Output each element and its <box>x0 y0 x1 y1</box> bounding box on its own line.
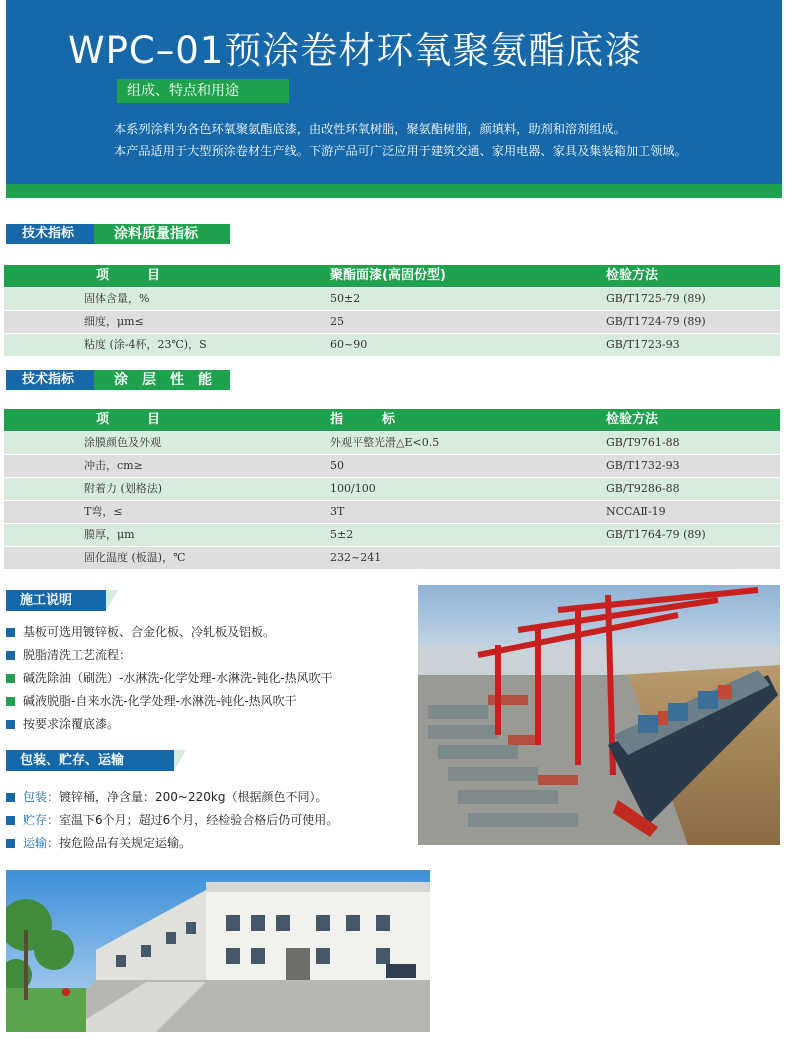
cell-method: GB/T1725-79 (89) <box>606 292 706 305</box>
table-row <box>4 477 780 500</box>
packaging-header <box>6 750 174 771</box>
table-row <box>4 454 780 477</box>
list-item-label: 运输： <box>23 836 60 850</box>
cell-value: 外观平整光滑△E<0.5 <box>330 436 440 449</box>
table-row <box>4 523 780 546</box>
col-item: 项 目 <box>96 412 165 427</box>
section-label-quality: 涂料质量指标 <box>94 224 230 244</box>
coating-table <box>4 409 780 569</box>
col-value: 指 标 <box>330 412 396 427</box>
section-label-coating: 涂 层 性 能 <box>94 370 230 390</box>
cell-item: 固体含量，% <box>84 292 150 305</box>
section-label-tech: 技术指标 <box>6 370 94 390</box>
col-method: 检验方法 <box>606 412 659 427</box>
bullet-icon <box>6 793 15 802</box>
subtitle-bar: 组成、特点和用途 <box>117 79 289 103</box>
header-banner <box>6 0 782 198</box>
list-item-text: 碱洗除油（刷洗）-水淋洗-化学处理-水淋洗-钝化-热风吹干 <box>23 671 333 685</box>
cell-item: 冲击，cm≥ <box>84 459 143 472</box>
cell-method: GB/T9761-88 <box>606 436 680 449</box>
intro-text <box>114 118 687 162</box>
cell-method: GB/T1764-79 (89) <box>606 528 706 541</box>
cell-method: GB/T1723-93 <box>606 338 680 351</box>
cell-item: T弯，≤ <box>84 505 123 518</box>
list-item-text: 镀锌桶，净含量：200~220kg（根据颜色不同）。 <box>59 790 328 804</box>
cell-method: GB/T1724-79 (89) <box>606 315 706 328</box>
table-header <box>4 409 780 431</box>
table-row <box>4 431 780 454</box>
list-item <box>6 713 333 736</box>
list-item <box>6 621 333 644</box>
section-header-coating <box>6 370 230 390</box>
cell-item: 附着力 (划格法) <box>84 482 163 495</box>
bullet-icon <box>6 674 15 683</box>
cell-value: 50±2 <box>330 292 361 305</box>
list-item <box>6 832 338 855</box>
factory-photo <box>6 870 430 1032</box>
port-photo <box>418 585 780 845</box>
col-value: 聚酯面漆(高固份型) <box>330 268 446 283</box>
packaging-list <box>6 786 338 855</box>
cell-method: NCCAⅡ-19 <box>606 505 666 518</box>
list-item <box>6 786 338 809</box>
list-item-text: 室温下6个月；超过6个月，经检验合格后仍可使用。 <box>59 813 339 827</box>
application-title: 施工说明 <box>20 593 73 608</box>
cell-item: 细度，μm≤ <box>84 315 144 328</box>
header-tail <box>174 750 186 771</box>
bullet-icon <box>6 697 15 706</box>
list-item <box>6 667 333 690</box>
factory-illustration <box>6 870 430 1032</box>
list-item-text: 按要求涂覆底漆。 <box>23 717 120 731</box>
list-item-text: 脱脂清洗工艺流程： <box>23 648 132 662</box>
cell-value: 100/100 <box>330 482 376 495</box>
section-label-tech: 技术指标 <box>6 224 94 244</box>
list-item <box>6 644 333 667</box>
cell-item: 固化温度 (板温)，℃ <box>84 551 186 564</box>
intro-line-2: 本产品适用于大型预涂卷材生产线。下游产品可广泛应用于建筑交通、家用电器、家具及集装箱加工领域。 <box>114 144 687 158</box>
application-header <box>6 590 106 611</box>
table-row <box>4 287 780 310</box>
bullet-icon <box>6 839 15 848</box>
bullet-icon <box>6 816 15 825</box>
header-tail <box>106 590 118 611</box>
list-item-label: 贮存： <box>23 813 60 827</box>
cell-value: 232~241 <box>330 551 382 564</box>
list-item-label: 包装： <box>23 790 60 804</box>
section-header-quality <box>6 224 230 244</box>
page-title: WPC–01预涂卷材环氧聚氨酯底漆 <box>68 29 643 72</box>
cell-value: 25 <box>330 315 344 328</box>
cell-value: 60~90 <box>330 338 368 351</box>
table-row <box>4 546 780 569</box>
cell-item: 涂膜颜色及外观 <box>84 436 161 449</box>
col-method: 检验方法 <box>606 268 659 283</box>
list-item-text: 基板可选用镀锌板、合金化板、冷轧板及铝板。 <box>23 625 276 639</box>
intro-line-1: 本系列涂料为各色环氧聚氨酯底漆，由改性环氧树脂，聚氨酯树脂，颜填料，助剂和溶剂组成。 <box>114 122 626 136</box>
list-item <box>6 690 333 713</box>
bullet-icon <box>6 651 15 660</box>
cell-method: GB/T9286-88 <box>606 482 680 495</box>
table-row <box>4 333 780 356</box>
cell-value: 50 <box>330 459 344 472</box>
application-list <box>6 621 333 736</box>
cell-value: 5±2 <box>330 528 354 541</box>
col-item: 项 目 <box>96 268 165 283</box>
cell-method: GB/T1732-93 <box>606 459 680 472</box>
table-header <box>4 265 780 287</box>
list-item-text: 碱液脱脂-自来水洗-化学处理-水淋洗-钝化-热风吹干 <box>23 694 297 708</box>
list-item <box>6 809 338 832</box>
header-green-strip <box>6 184 782 198</box>
list-item-text: 按危险品有关规定运输。 <box>59 836 192 850</box>
cell-item: 粘度 (涂-4杯，23℃)，S <box>84 338 207 351</box>
table-row <box>4 310 780 333</box>
bullet-icon <box>6 720 15 729</box>
cell-item: 膜厚，μm <box>84 528 135 541</box>
port-illustration <box>418 585 780 845</box>
bullet-icon <box>6 628 15 637</box>
table-row <box>4 500 780 523</box>
cell-value: 3T <box>330 505 345 518</box>
packaging-title: 包装、贮存、运输 <box>20 753 125 768</box>
quality-table <box>4 265 780 356</box>
